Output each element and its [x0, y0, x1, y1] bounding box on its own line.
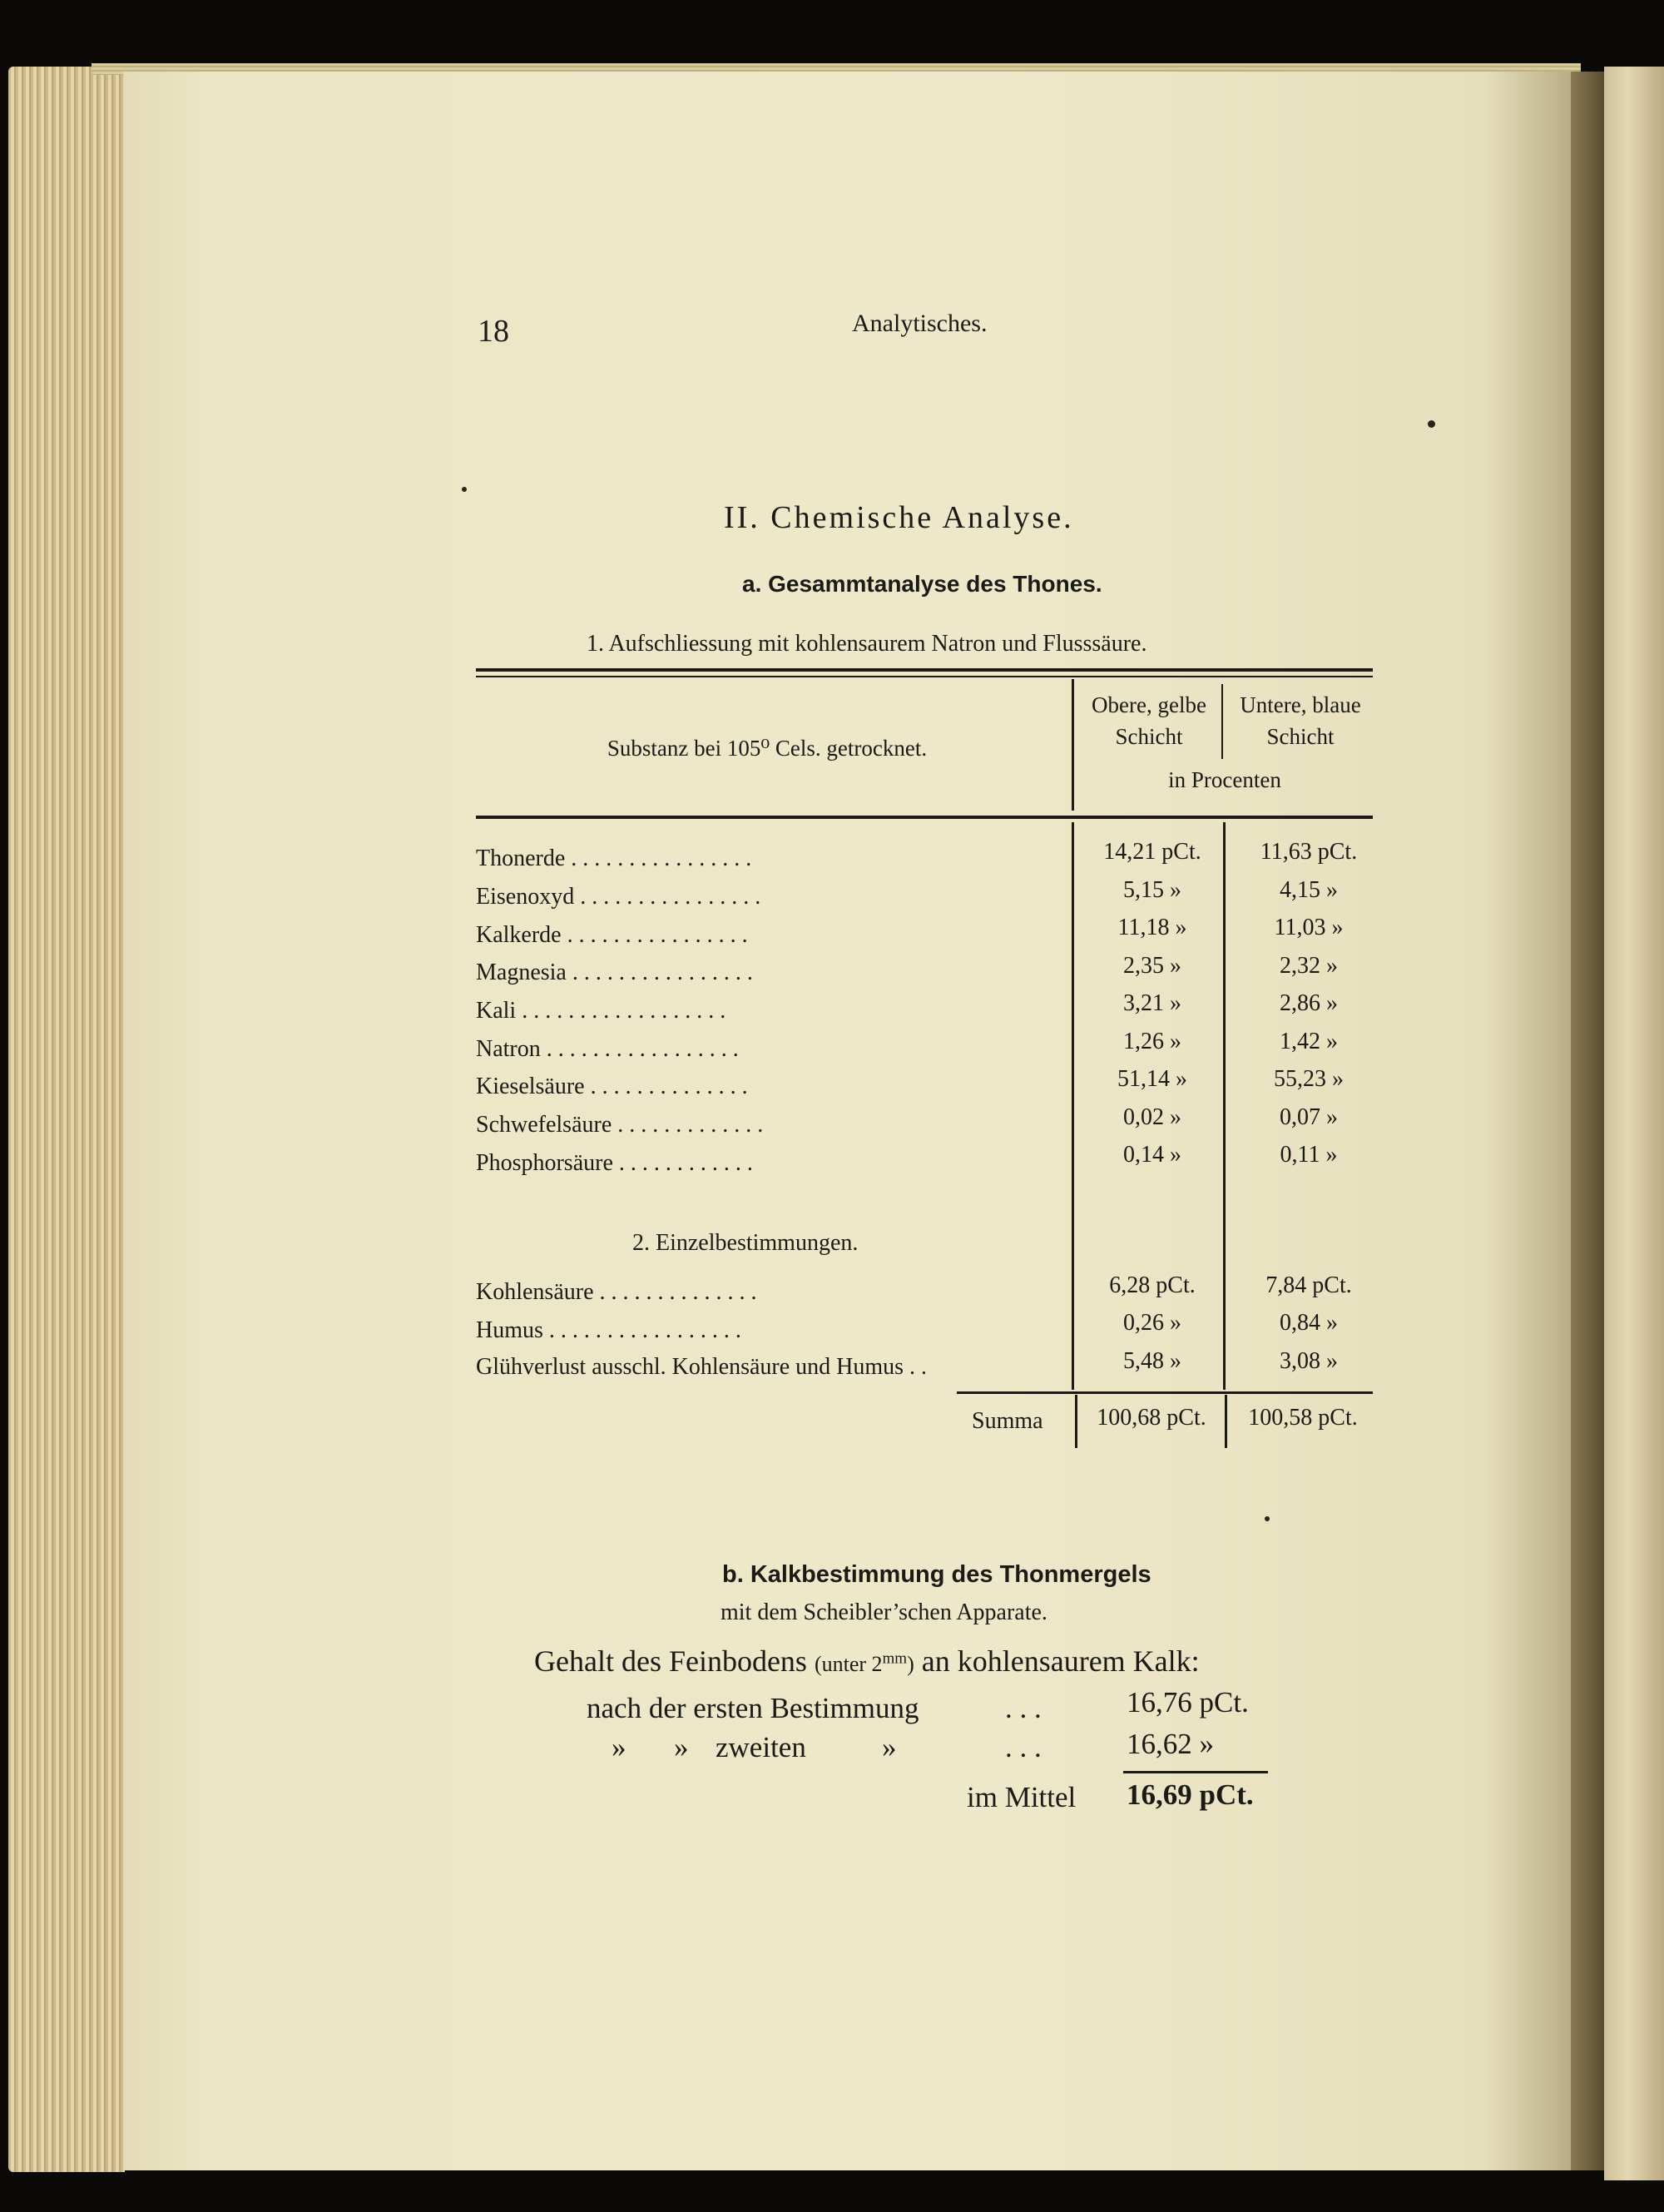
row-value-obere: 14,21 pCt. [1103, 839, 1201, 865]
row-value-untere: 55,23 » [1274, 1066, 1344, 1092]
running-head: Analytisches. [852, 310, 988, 337]
sum-label: Summa [972, 1408, 1043, 1434]
subsection-2-title: 2. Einzelbestimmungen. [632, 1230, 859, 1256]
determination-1-label: nach der ersten Bestimmung [587, 1692, 919, 1724]
row-label: Schwefelsäure . . . . . . . . . . . . . [476, 1112, 764, 1138]
row-label: Kohlensäure . . . . . . . . . . . . . . [476, 1279, 757, 1305]
determination-2-value: 16,62 » [1127, 1728, 1214, 1760]
row-value-untere: 2,86 » [1280, 990, 1338, 1016]
page-number: 18 [478, 314, 509, 349]
header-unit: in Procenten [1168, 767, 1281, 792]
ink-speck [1428, 420, 1435, 428]
row-value-untere: 0,11 » [1280, 1142, 1338, 1168]
header-col1-line2: Schicht [1115, 724, 1183, 749]
header-substance: Substanz bei 105⁰ Cels. getrocknet. [607, 736, 928, 761]
row-value-untere: 0,07 » [1280, 1104, 1338, 1130]
section-a-title: a. Gesammtanalyse des Thones. [742, 571, 1102, 597]
gehalt-paren: (unter $2^{mm}$) [814, 1649, 914, 1676]
gehalt-line [534, 1644, 1200, 1679]
row-label: Natron . . . . . . . . . . . . . . . . . [476, 1036, 739, 1062]
row-value-untere: 3,08 » [1280, 1348, 1338, 1374]
determination-2-ditto-3: » [882, 1731, 897, 1763]
row-value-obere: 11,18 » [1117, 915, 1187, 940]
row-label: Kali . . . . . . . . . . . . . . . . . . [476, 998, 726, 1024]
subsection-1-title: 1. Aufschliessung mit kohlensaurem Natron und Flusssäure. [587, 631, 1147, 657]
row-label: Thonerde . . . . . . . . . . . . . . . . [476, 846, 752, 871]
row-value-obere: 0,14 » [1123, 1142, 1181, 1168]
sum-rule [957, 1391, 1373, 1394]
determination-2-dots: . . . [1005, 1731, 1042, 1763]
determination-2-label: zweiten [716, 1731, 806, 1763]
mean-rule [1123, 1771, 1268, 1773]
sum-divider-1 [1075, 1395, 1077, 1448]
determination-1-value: 16,76 pCt. [1127, 1686, 1249, 1719]
header-col2-line2: Schicht [1266, 724, 1335, 749]
header-bottom-rule [476, 816, 1373, 819]
header-col1-line1: Obere, gelbe [1092, 692, 1206, 717]
section-b-title: b. Kalkbestimmung des Thonmergels [722, 1561, 1151, 1588]
determination-2-ditto-2: » [674, 1731, 689, 1763]
page-edge-stack [8, 67, 125, 2172]
row-value-untere: 2,32 » [1280, 953, 1338, 979]
mean-value: 16,69 pCt. [1127, 1778, 1254, 1811]
row-value-obere: 6,28 pCt. [1109, 1272, 1196, 1298]
sum-divider-2 [1225, 1395, 1227, 1448]
sum-untere: 100,58 pCt. [1248, 1405, 1358, 1431]
row-label: Eisenoxyd . . . . . . . . . . . . . . . . [476, 884, 761, 910]
ink-speck [462, 487, 467, 492]
gutter-shadow [1571, 72, 1604, 2170]
row-value-obere: 0,02 » [1123, 1104, 1181, 1130]
row-label: Kalkerde . . . . . . . . . . . . . . . . [476, 922, 748, 948]
gehalt-pre: Gehalt des Feinbodens [534, 1644, 807, 1678]
row-value-obere: 0,26 » [1123, 1310, 1181, 1336]
determination-2-ditto-1: » [612, 1731, 626, 1763]
next-page-edge [1604, 67, 1664, 2180]
row-value-untere: 1,42 » [1280, 1029, 1338, 1054]
row-value-obere: 2,35 » [1123, 953, 1181, 979]
row-value-obere: 3,21 » [1123, 990, 1181, 1016]
determination-1-dots: . . . [1005, 1692, 1042, 1724]
header-col2-line1: Untere, blaue [1240, 692, 1361, 717]
row-value-obere: 1,26 » [1123, 1029, 1181, 1054]
row-value-obere: 5,15 » [1123, 877, 1181, 903]
chapter-title: II. Chemische Analyse. [724, 500, 1074, 535]
gehalt-sup: mm [882, 1649, 908, 1668]
header-divider-1 [1072, 679, 1074, 811]
section-b-subtitle: mit dem Scheibler’schen Apparate. [721, 1599, 1047, 1625]
row-value-obere: 5,48 » [1123, 1348, 1181, 1374]
row-label: Humus . . . . . . . . . . . . . . . . . [476, 1317, 741, 1343]
row-label: Phosphorsäure . . . . . . . . . . . . [476, 1150, 753, 1176]
mean-label: im Mittel [967, 1781, 1077, 1813]
sum-obere: 100,68 pCt. [1097, 1405, 1206, 1431]
row-value-untere: 11,03 » [1274, 915, 1344, 940]
ink-speck [1265, 1516, 1270, 1521]
row-label: Kieselsäure . . . . . . . . . . . . . . [476, 1074, 748, 1099]
row-value-obere: 51,14 » [1117, 1066, 1187, 1092]
gehalt-post: an kohlensaurem Kalk: [921, 1644, 1200, 1678]
row-value-untere: 0,84 » [1280, 1310, 1338, 1336]
table-top-rule [476, 668, 1373, 672]
row-value-untere: 4,15 » [1280, 877, 1338, 903]
row-label: Glühverlust ausschl. Kohlensäure und Humus . . [476, 1354, 928, 1380]
row-value-untere: 11,63 pCt. [1260, 839, 1358, 865]
row-label: Magnesia . . . . . . . . . . . . . . . . [476, 960, 753, 985]
table-top-rule-thin [476, 676, 1373, 677]
row-value-untere: 7,84 pCt. [1265, 1272, 1352, 1298]
